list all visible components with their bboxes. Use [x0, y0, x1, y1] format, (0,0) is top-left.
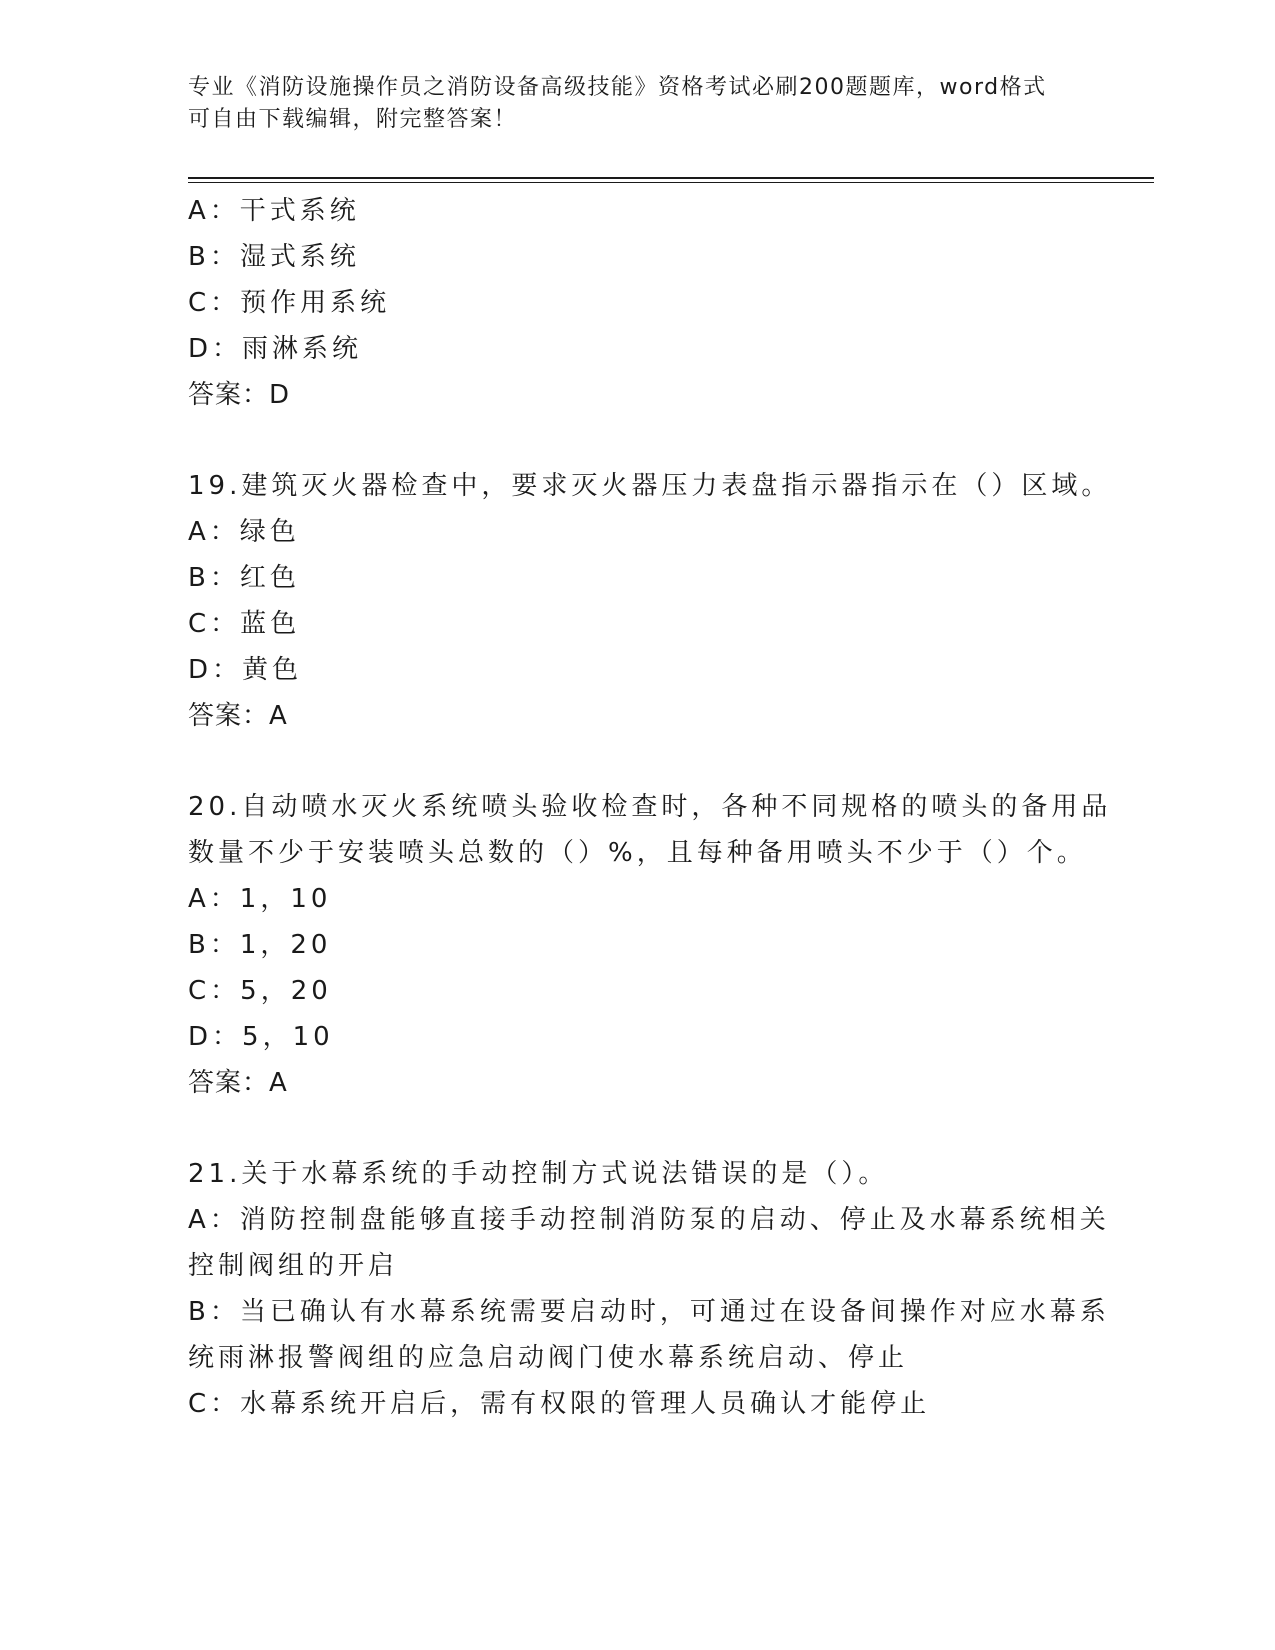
header-divider [188, 177, 1154, 179]
question-text-line-2: 数量不少于安装喷头总数的（）%，且每种备用喷头不少于（）个。 [188, 838, 1087, 868]
option-a-line-1: A：消防控制盘能够直接手动控制消防泵的启动、停止及水幕系统相关 [188, 1205, 1110, 1235]
option-d: D：5，10 [188, 1022, 334, 1052]
question-content [188, 188, 1112, 1427]
spacer [188, 418, 1088, 463]
question-text-line-1: 20.自动喷水灭火系统喷头验收检查时，各种不同规格的喷头的备用品 [188, 792, 1112, 822]
option-d: D：黄色 [188, 655, 303, 685]
question-text: 19.建筑灭火器检查中，要求灭火器压力表盘指示器指示在（）区域。 [188, 471, 1112, 501]
question-18 [188, 188, 1088, 418]
option-c: C：预作用系统 [188, 288, 391, 318]
option-d: D：雨淋系统 [188, 334, 363, 364]
option-a: A：绿色 [188, 517, 300, 547]
question-20 [188, 784, 1112, 1106]
question-21 [188, 1151, 1110, 1427]
option-a: A：1，10 [188, 884, 332, 914]
option-a: A：干式系统 [188, 196, 360, 226]
spacer [188, 1106, 1088, 1151]
option-c: C：蓝色 [188, 609, 301, 639]
question-19 [188, 463, 1112, 739]
option-a-line-2: 控制阀组的开启 [188, 1251, 399, 1281]
option-c: C：5，20 [188, 976, 332, 1006]
answer-line: 答案：A [188, 1068, 288, 1098]
option-b-line-2: 统雨淋报警阀组的应急启动阀门使水幕系统启动、停止 [188, 1343, 909, 1373]
option-b: B：1，20 [188, 930, 332, 960]
option-b-line-1: B：当已确认有水幕系统需要启动时，可通过在设备间操作对应水幕系 [188, 1297, 1110, 1327]
option-b: B：红色 [188, 563, 300, 593]
option-b: B：湿式系统 [188, 242, 360, 272]
answer-line: 答案：A [188, 701, 288, 731]
spacer [188, 739, 1088, 784]
question-text: 21.关于水幕系统的手动控制方式说法错误的是（）。 [188, 1159, 889, 1189]
option-c: C：水幕系统开启后，需有权限的管理人员确认才能停止 [188, 1389, 931, 1419]
answer-line: 答案：D [188, 380, 291, 410]
header-divider-thin [188, 182, 1154, 183]
document-header: 专业《消防设施操作员之消防设备高级技能》资格考试必刷200题题库，word格式可自由下载编辑，附完整答案！ [188, 75, 1047, 132]
